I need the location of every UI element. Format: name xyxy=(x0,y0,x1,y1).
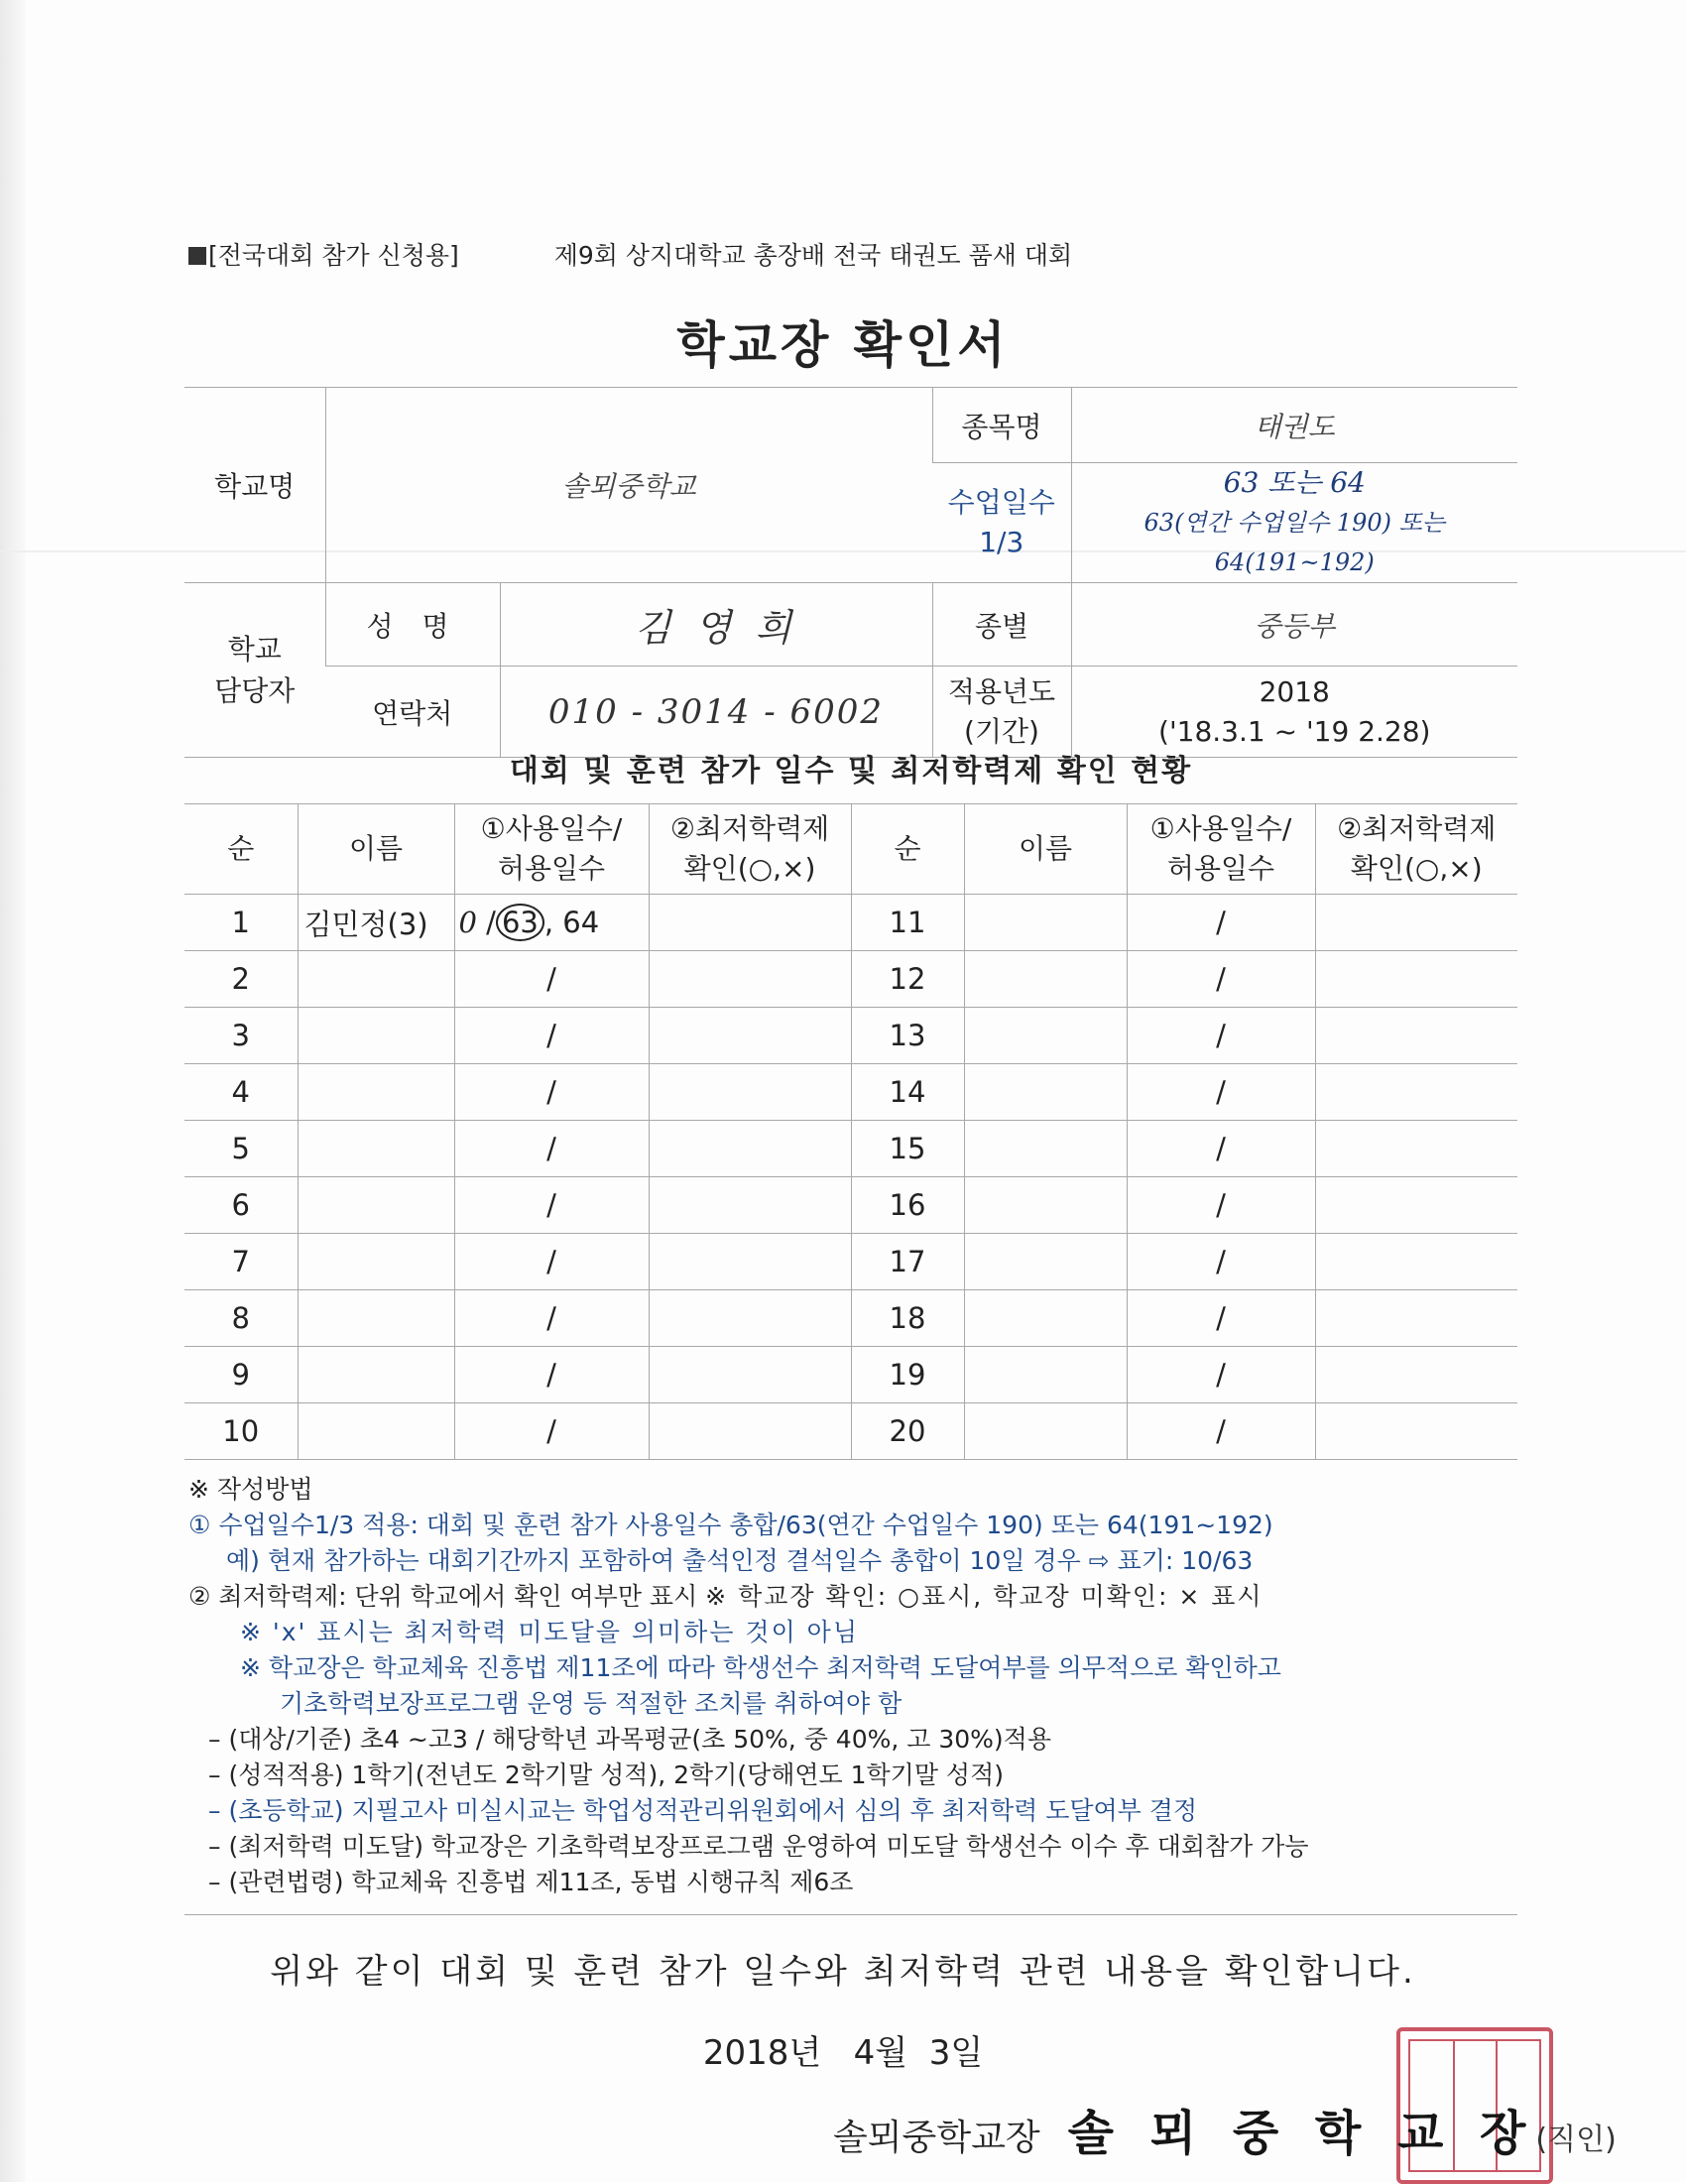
note-4: ※ 학교장은 학교체육 진흥법 제11조에 따라 학생선수 최저학력 도달여부를 의무적으로 확인하고 xyxy=(240,1653,1281,1682)
student-name xyxy=(298,1403,454,1460)
student-name xyxy=(298,1177,454,1234)
days-cell-right: / xyxy=(1127,1290,1315,1347)
days-cell: / xyxy=(454,951,649,1008)
table-row xyxy=(184,1290,1517,1347)
table-row xyxy=(184,1008,1517,1064)
black-square-icon xyxy=(188,247,206,265)
table-row xyxy=(184,895,1517,951)
header-days-line1: ①사용일수/ xyxy=(480,812,623,845)
school-info-table xyxy=(184,387,1517,758)
student-name: 김민정(3) xyxy=(298,895,454,951)
header-name-right: 이름 xyxy=(964,804,1127,895)
notes-title: ※ 작성방법 xyxy=(188,1475,313,1504)
period-value-year: 2018 xyxy=(1259,674,1330,708)
days-cell: / xyxy=(454,1290,649,1347)
table-row xyxy=(184,1347,1517,1403)
days-cell-right: / xyxy=(1127,951,1315,1008)
header-no-right: 순 xyxy=(851,804,964,895)
row-no-right: 20 xyxy=(851,1403,964,1460)
student-name-right xyxy=(964,1347,1127,1403)
check-cell-right xyxy=(1315,895,1517,951)
days-cell-right: / xyxy=(1127,1234,1315,1290)
sport-label: 종목명 xyxy=(932,388,1071,463)
row-no: 2 xyxy=(184,951,298,1008)
row-no-right: 15 xyxy=(851,1121,964,1177)
manager-label-line2: 담당자 xyxy=(214,673,296,707)
check-cell xyxy=(649,1177,851,1234)
check-cell xyxy=(649,895,851,951)
check-cell xyxy=(649,1008,851,1064)
table-row xyxy=(184,951,1517,1008)
check-cell-right xyxy=(1315,1177,1517,1234)
note-below-minimum: – (최저학력 미도달) 학교장은 기초학력보장프로그램 운영하여 미도달 학생선수 이수 후 대회참가 가능 xyxy=(208,1832,1309,1861)
student-name xyxy=(298,1008,454,1064)
divider xyxy=(184,1914,1517,1915)
days-cell-right: / xyxy=(1127,895,1315,951)
student-name xyxy=(298,1234,454,1290)
student-name xyxy=(298,951,454,1008)
check-cell-right xyxy=(1315,1064,1517,1121)
row-no: 7 xyxy=(184,1234,298,1290)
days-cell: / xyxy=(454,1121,649,1177)
note-2-suffix: ※ 학교장 확인: ○표시, 학교장 미확인: × 표시 xyxy=(705,1582,1264,1611)
student-name-right xyxy=(964,1121,1127,1177)
days-cell-right: / xyxy=(1127,1064,1315,1121)
issue-date: 2018년 4월 3일 xyxy=(702,2033,984,2073)
contact-label: 연락처 xyxy=(325,667,500,758)
note-2 xyxy=(188,1579,1537,1615)
class-days-value-line2: 63(연간 수업일수 190) 또는 64(191~192) xyxy=(1144,509,1445,576)
class-days-label xyxy=(932,463,1071,583)
header-no: 순 xyxy=(184,804,298,895)
row-no-right: 16 xyxy=(851,1177,964,1234)
row-no-right: 13 xyxy=(851,1008,964,1064)
note-elementary: – (초등학교) 지필고사 미실시교는 학업성적관리위원회에서 심의 후 최저학력 도달여부 결정 xyxy=(208,1796,1198,1825)
student-name xyxy=(298,1064,454,1121)
student-name xyxy=(298,1121,454,1177)
note-law: – (관련법령) 학교체육 진흥법 제11조, 동법 시행규칙 제6조 xyxy=(208,1868,854,1896)
row-no-right: 19 xyxy=(851,1347,964,1403)
header-check-line2: 확인(○,×) xyxy=(683,852,816,885)
header-check-line1: ②최저학력제 xyxy=(669,812,830,845)
days-cell: / xyxy=(454,1234,649,1290)
check-cell xyxy=(649,1234,851,1290)
division-label: 종별 xyxy=(932,583,1071,667)
class-days-label-line1: 수업일수 xyxy=(947,486,1055,519)
note-1-example: 예) 현재 참가하는 대회기간까지 포함하여 출석인정 결석일수 총합이 10일 경우 ⇨ 표기: 10/63 xyxy=(226,1546,1254,1575)
note-2-prefix: ② 최저학력제: 단위 학교에서 확인 여부만 표시 xyxy=(188,1582,698,1611)
row-no-right: 17 xyxy=(851,1234,964,1290)
check-cell-right xyxy=(1315,951,1517,1008)
school-name-value: 솔뫼중학교 xyxy=(325,388,932,583)
event-name: 제9회 상지대학교 총장배 전국 태권도 품새 대회 xyxy=(553,241,1073,270)
table-row xyxy=(184,1234,1517,1290)
principal-signature xyxy=(833,2095,1617,2163)
header-name: 이름 xyxy=(298,804,454,895)
manager-label-line1: 학교 xyxy=(227,632,282,666)
check-cell-right xyxy=(1315,1234,1517,1290)
student-name xyxy=(298,1290,454,1347)
header-check-right-line2: 확인(○,×) xyxy=(1350,852,1483,885)
allowed-days-circled: 63 xyxy=(496,904,544,941)
row-no-right: 18 xyxy=(851,1290,964,1347)
row-no: 6 xyxy=(184,1177,298,1234)
check-cell xyxy=(649,1064,851,1121)
manager-name-value: 김 영 희 xyxy=(500,583,932,667)
row-no-right: 14 xyxy=(851,1064,964,1121)
header-days-line2: 허용일수 xyxy=(497,852,606,885)
class-days-value-line1: 63 또는 64 xyxy=(1223,466,1366,499)
row-no-right: 11 xyxy=(851,895,964,951)
days-cell-right: / xyxy=(1127,1347,1315,1403)
name-label: 성 명 xyxy=(325,583,500,667)
days-cell-right: / xyxy=(1127,1121,1315,1177)
principal-name-stamp: 솔 뫼 중 학 교 장 xyxy=(1067,2106,1536,2161)
document-title: 학교장 확인서 xyxy=(676,316,1010,374)
period-value-range: ('18.3.1 ~ '19 2.28) xyxy=(1158,714,1431,748)
header-days-right-line1: ①사용일수/ xyxy=(1149,812,1292,845)
table-row xyxy=(184,1177,1517,1234)
sport-value: 태권도 xyxy=(1071,388,1517,463)
student-name-right xyxy=(964,1064,1127,1121)
student-name-right xyxy=(964,1008,1127,1064)
check-cell xyxy=(649,1121,851,1177)
days-cell: / xyxy=(454,1403,649,1460)
days-cell: / xyxy=(454,1008,649,1064)
participation-table xyxy=(184,803,1517,1460)
row-no: 8 xyxy=(184,1290,298,1347)
student-name-right xyxy=(964,1290,1127,1347)
period-label-line2: (기간) xyxy=(964,714,1039,748)
days-cell-right: / xyxy=(1127,1403,1315,1460)
header-check-right xyxy=(1315,804,1517,895)
student-name-right xyxy=(964,1234,1127,1290)
header-line xyxy=(188,236,1072,272)
student-name-right xyxy=(964,895,1127,951)
class-days-label-line2: 1/3 xyxy=(979,526,1024,558)
check-cell xyxy=(649,1347,851,1403)
table-row xyxy=(184,1403,1517,1460)
row-no: 9 xyxy=(184,1347,298,1403)
period-value xyxy=(1071,667,1517,758)
student-name-right xyxy=(964,951,1127,1008)
note-4-cont: 기초학력보장프로그램 운영 등 적절한 조치를 취하여야 함 xyxy=(280,1689,903,1718)
check-cell-right xyxy=(1315,1347,1517,1403)
check-cell-right xyxy=(1315,1290,1517,1347)
days-cell: / xyxy=(454,1064,649,1121)
days-cell: 0 / 63 , 64 xyxy=(454,895,649,951)
student-name xyxy=(298,1347,454,1403)
days-cell: / xyxy=(454,1177,649,1234)
allowed-days-alt: 64 xyxy=(562,906,600,939)
note-1: ① 수업일수1/3 적용: 대회 및 훈련 참가 사용일수 총합/63(연간 수업일수 190) 또는 64(191~192) xyxy=(188,1511,1273,1539)
check-cell xyxy=(649,1403,851,1460)
table-row xyxy=(184,1121,1517,1177)
days-cell-right: / xyxy=(1127,1008,1315,1064)
row-no: 10 xyxy=(184,1403,298,1460)
days-cell: / xyxy=(454,1347,649,1403)
check-cell xyxy=(649,1290,851,1347)
row-no: 5 xyxy=(184,1121,298,1177)
check-cell-right xyxy=(1315,1008,1517,1064)
instructions xyxy=(188,1472,1537,1900)
school-name-label: 학교명 xyxy=(184,388,325,583)
slash: / xyxy=(486,906,496,939)
contact-value: 010 - 3014 - 6002 xyxy=(500,667,932,758)
class-days-value xyxy=(1071,463,1517,583)
form-category: [전국대회 참가 신청용] xyxy=(208,241,459,270)
used-days: 0 xyxy=(458,906,477,939)
student-name-right xyxy=(964,1177,1127,1234)
section-title: 대회 및 훈련 참가 일수 및 최저학력제 확인 현황 xyxy=(509,754,1193,789)
check-cell xyxy=(649,951,851,1008)
header-days-right-line2: 허용일수 xyxy=(1166,852,1275,885)
row-no: 3 xyxy=(184,1008,298,1064)
division-value: 중등부 xyxy=(1071,583,1517,667)
student-name-right xyxy=(964,1403,1127,1460)
note-grades: – (성적적용) 1학기(전년도 2학기말 성적), 2학기(당해연도 1학기말 성적) xyxy=(208,1760,1004,1789)
period-label xyxy=(932,667,1071,758)
check-cell-right xyxy=(1315,1403,1517,1460)
days-cell-right: / xyxy=(1127,1177,1315,1234)
table-header-row xyxy=(184,804,1517,895)
table-row xyxy=(184,1064,1517,1121)
note-3: ※ 'x' 표시는 최저학력 미도달을 의미하는 것이 아님 xyxy=(240,1618,859,1646)
header-check xyxy=(649,804,851,895)
period-label-line1: 적용년도 xyxy=(947,674,1056,708)
header-days xyxy=(454,804,649,895)
seal-label: (직인) xyxy=(1535,2123,1617,2157)
principal-label: 솔뫼중학교장 xyxy=(833,2118,1040,2158)
row-no: 1 xyxy=(184,895,298,951)
manager-label xyxy=(184,583,325,758)
note-target: – (대상/기준) 초4 ~고3 / 해당학년 과목평균(초 50%, 중 40%, 고 30%)적용 xyxy=(208,1725,1051,1754)
row-no-right: 12 xyxy=(851,951,964,1008)
row-no: 4 xyxy=(184,1064,298,1121)
check-cell-right xyxy=(1315,1121,1517,1177)
confirmation-statement: 위와 같이 대회 및 훈련 참가 일수와 최저학력 관련 내용을 확인합니다. xyxy=(270,1952,1416,1992)
header-days-right xyxy=(1127,804,1315,895)
header-check-right-line1: ②최저학력제 xyxy=(1337,812,1497,845)
